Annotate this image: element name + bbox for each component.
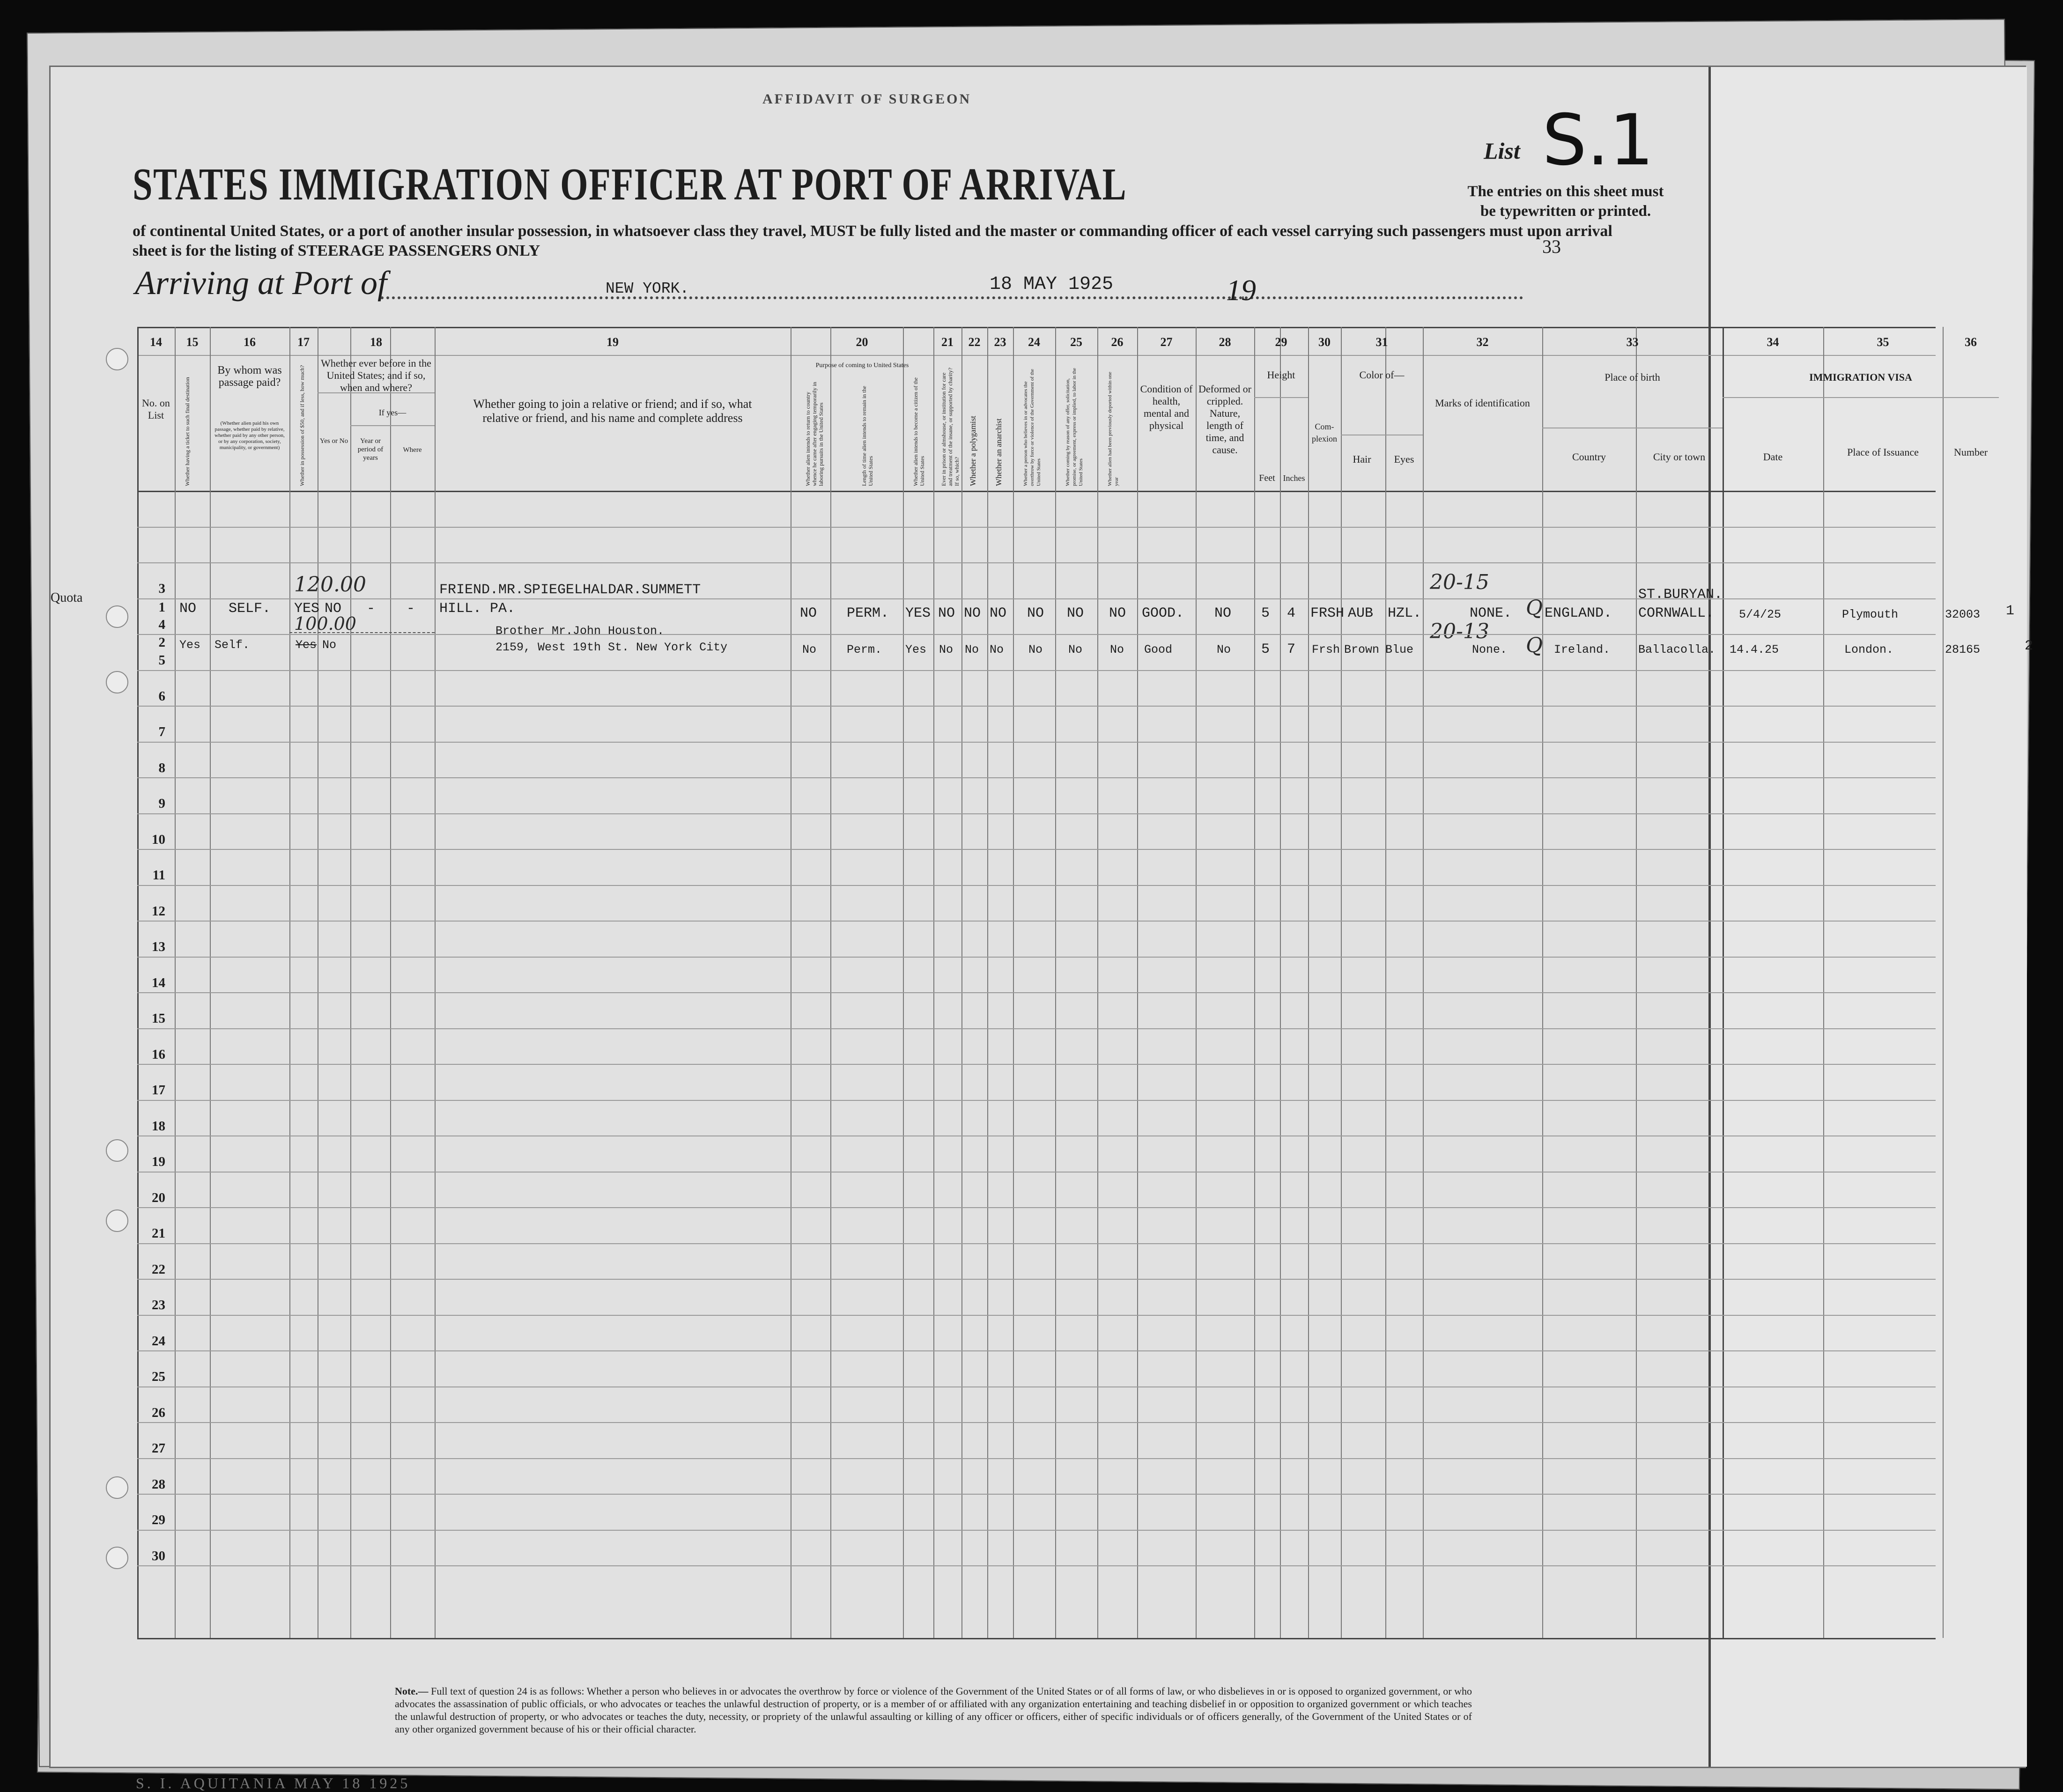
cell-deported: No — [1110, 643, 1124, 656]
col-num: 25 — [1070, 335, 1082, 349]
col-rule — [1636, 327, 1637, 1638]
row-number: 29 — [152, 1512, 165, 1527]
row-rule — [137, 1028, 1936, 1029]
row-number: 25 — [152, 1369, 165, 1384]
col-label: Whether having a ticket to such final destination — [184, 377, 191, 486]
row-number: 24 — [152, 1333, 165, 1349]
row-number: 2 — [158, 635, 165, 650]
cell-hair: AUB — [1348, 605, 1374, 621]
cell-overthrow: No — [1028, 643, 1043, 656]
arriving-label: Arriving at Port of — [135, 264, 387, 302]
col-label: Country — [1572, 451, 1606, 463]
year-mark: 33 — [1542, 236, 1561, 257]
row-number: 7 — [158, 724, 165, 739]
intro-line-2: sheet is for the listing of STEERAGE PASSENGERS ONLY — [133, 242, 540, 259]
col-label: Condition of health, mental and physical — [1140, 383, 1193, 431]
rule — [318, 392, 435, 393]
col-rule — [987, 327, 988, 1638]
row-number: 18 — [152, 1118, 165, 1134]
cell-relative-1: FRIEND.MR.SPIEGELHALDAR.SUMMETT — [439, 582, 701, 598]
col-label: City or town — [1653, 451, 1706, 463]
col-rule — [210, 327, 211, 1638]
instructions-line-1: The entries on this sheet must — [1467, 183, 1664, 200]
cell-eyes: HZL. — [1388, 605, 1422, 621]
col-rule — [175, 327, 176, 1638]
col-num: 17 — [297, 335, 310, 349]
manifest-table — [51, 327, 2033, 1638]
cell-q-mark: Q — [1526, 634, 1543, 657]
row-number: 15 — [152, 1011, 165, 1026]
col-num: 20 — [856, 335, 868, 349]
col-label: Whether going to join a relative or friend; and if so, what relative or friend, and his name and complete address — [473, 397, 752, 425]
cell-money-note: 120.00 — [294, 573, 366, 597]
row-number: 20 — [152, 1190, 165, 1205]
bottom-stamp: S. I. AQUITANIA MAY 18 1925 — [136, 1775, 411, 1792]
col-label: Feet — [1259, 473, 1275, 483]
punch-hole — [106, 1139, 128, 1162]
cell-relative-2: 2159, West 19th St. New York City — [495, 641, 728, 654]
row-number: 26 — [152, 1405, 165, 1420]
col-label: Purpose of coming to United States — [815, 362, 909, 369]
col-label: Place of Issuance — [1847, 446, 1919, 458]
col-num: 21 — [941, 335, 954, 349]
row-number: 10 — [152, 832, 165, 847]
row-number: 6 — [158, 688, 165, 704]
row-rule — [137, 562, 1936, 563]
cell-money: YES — [294, 601, 320, 617]
cell-ticket: NO — [179, 601, 197, 617]
cell-inches: 7 — [1287, 642, 1296, 657]
col-rule — [1254, 327, 1255, 1638]
col-label: Ever in prison or almshouse, or institution for care and treatment of the insane, or supported by charity? If so, which? — [940, 368, 960, 486]
col-label: Whether alien intends to become a citizen of the United States — [912, 377, 925, 486]
cell-q-mark: Q — [1526, 596, 1543, 620]
cell-length: Perm. — [847, 643, 882, 656]
row-number: 27 — [152, 1441, 165, 1456]
col-rule — [1341, 327, 1342, 1638]
row-rule — [137, 1172, 1936, 1173]
col-rule — [435, 327, 436, 1638]
col-num: 34 — [1767, 335, 1779, 349]
rule — [137, 327, 1936, 328]
row-rule — [137, 1350, 1936, 1351]
cell-health: GOOD. — [1142, 605, 1184, 621]
rule — [350, 425, 435, 426]
cell-return: NO — [800, 605, 817, 621]
row-rule — [137, 1315, 1936, 1316]
cell-visa-date: 5/4/25 — [1739, 608, 1782, 621]
cell-feet: 5 — [1261, 605, 1270, 621]
punch-hole — [106, 671, 128, 693]
col-label: Hair — [1353, 453, 1371, 465]
col-rule — [1196, 327, 1197, 1638]
cell-offer: No — [1068, 643, 1083, 656]
row-rule — [137, 1422, 1936, 1423]
list-value: S.1 — [1542, 100, 1654, 181]
col-num: 29 — [1275, 335, 1287, 349]
row-rule — [137, 706, 1936, 707]
col-label: If yes— — [378, 408, 407, 417]
date-stamp: 18 MAY 1925 — [990, 274, 1114, 295]
col-label: Year or period of years — [357, 437, 384, 462]
quota-note: Quota — [51, 590, 83, 605]
col-label: Whether ever before in the United States; and if so, when and where? — [321, 357, 431, 393]
col-rule — [1823, 327, 1824, 1638]
col-rule — [1723, 327, 1724, 1638]
cell-anarchist: No — [990, 643, 1004, 656]
row-number: 30 — [152, 1548, 165, 1563]
col-num: 26 — [1111, 335, 1124, 349]
col-label: Deformed or crippled. Nature, length of time, and cause. — [1198, 383, 1251, 456]
col-rule — [1055, 327, 1056, 1638]
cell-complexion: FRSH — [1310, 605, 1345, 621]
col-rule — [1943, 327, 1944, 1638]
cell-visa-date: 14.4.25 — [1730, 643, 1779, 656]
cell-money: Yes — [296, 638, 317, 652]
col-label: Date — [1763, 451, 1783, 463]
col-label: Inches — [1283, 473, 1305, 483]
col-num: 28 — [1219, 335, 1231, 349]
instructions — [1434, 182, 1697, 221]
punch-hole — [106, 1476, 128, 1499]
row-rule — [137, 777, 1936, 778]
punch-hole — [106, 1209, 128, 1232]
row-rule — [137, 1100, 1936, 1101]
row-number: 1 — [158, 600, 165, 615]
row-rule — [137, 885, 1936, 886]
cell-right-mark: 1 — [2006, 603, 2015, 619]
col-label: Whether a polygamist — [969, 415, 977, 486]
cell-visa-number: 28165 — [1945, 643, 1981, 656]
col-label: Whether alien intends to return to country whence he came after engaging temporarily in laboring pursuits in the United States — [805, 382, 824, 486]
row-number: 19 — [152, 1154, 165, 1169]
cell-where: - — [407, 601, 415, 617]
punch-hole — [106, 605, 128, 628]
port-value: NEW YORK. — [606, 280, 689, 297]
col-rule — [1137, 327, 1138, 1638]
col-num: 16 — [244, 335, 256, 349]
cell-ticket: Yes — [179, 638, 201, 652]
col-num: 27 — [1160, 335, 1173, 349]
row-number: 4 — [158, 617, 165, 632]
col-num: 32 — [1476, 335, 1489, 349]
col-rule — [830, 327, 831, 1638]
row-rule — [137, 921, 1936, 922]
col-rule — [903, 327, 904, 1638]
rule — [1723, 397, 1999, 398]
note-text: Full text of question 24 is as follows: Whether a person who believes in or advocates the overthrow by force or violence of the Government of the United States or of all forms of law, or who disbelieves in or is opposed to organized government, or who advocates the assassination of public officials, or who advocates or teaches the unlawful destruction of property, or is a member of or affiliated with any organization entertaining and teaching disbelief in or opposition to organized government or which teaches the unlawful destruction of property, or who advocates or teaches the duty, necessity, or propriety of the unlawful assaulting or killing of any officer or officers, either of specific individuals or of officers generally, of the Government of the United States or of any other organized government because of his or their official character. — [395, 1685, 1472, 1735]
col-label: Height — [1267, 369, 1295, 381]
cell-marks: None. — [1472, 643, 1508, 656]
col-rule — [1385, 327, 1386, 1638]
col-label: Yes or No — [319, 437, 348, 445]
row-rule — [137, 1530, 1936, 1531]
row-rule — [137, 634, 1936, 635]
col-rule — [289, 327, 290, 1638]
cell-money-note: 100.00 — [294, 613, 356, 634]
row-number: 16 — [152, 1047, 165, 1062]
row-number: 5 — [158, 653, 165, 668]
col-num: 22 — [968, 335, 981, 349]
row-rule — [137, 1494, 1936, 1495]
cell-complexion: Frsh — [1312, 643, 1340, 656]
col-label: (Whether alien paid his own passage, whether paid by relative, whether paid by any other person, or by any corporation, society, municipality, or government) — [214, 420, 285, 450]
col-label: Whether in possession of $50, and if less, how much? — [299, 365, 305, 486]
rule — [137, 1638, 1936, 1639]
col-label: Eyes — [1394, 453, 1414, 465]
instructions-line-2: be typewritten or printed. — [1480, 203, 1651, 220]
row-number: 9 — [158, 796, 165, 811]
col-label: Marks of identification — [1435, 397, 1530, 409]
cell-hand-mark: 20-15 — [1430, 570, 1489, 594]
row-rule — [137, 813, 1936, 814]
dotted-line — [381, 296, 1523, 299]
row-number: 22 — [152, 1261, 165, 1277]
cell-prison: No — [939, 643, 954, 656]
col-num: 35 — [1877, 335, 1889, 349]
row-rule — [137, 527, 1936, 528]
row-rule — [137, 1565, 1936, 1566]
col-num: 19 — [606, 335, 619, 349]
cell-overthrow: NO — [1027, 605, 1044, 621]
col-rule — [1423, 327, 1424, 1638]
cell-return: No — [802, 643, 817, 656]
row-rule — [137, 992, 1936, 993]
col-rule — [1280, 327, 1281, 1638]
col-label: Number — [1953, 446, 1988, 458]
year-label: 19 — [1226, 273, 1256, 307]
cell-health: Good — [1144, 643, 1173, 656]
cell-before: No — [322, 638, 337, 652]
col-num: 30 — [1318, 335, 1331, 349]
row-rule — [137, 1064, 1936, 1065]
row-rule — [137, 849, 1936, 850]
col-rule — [350, 327, 351, 1638]
rule — [137, 355, 1936, 356]
cell-right-mark: 2 — [2025, 638, 2033, 654]
col-rule — [1097, 327, 1098, 1638]
cell-hand-mark: 20-13 — [1430, 619, 1489, 643]
cell-anarchist: NO — [990, 605, 1007, 621]
row-rule — [137, 1386, 1936, 1387]
cell-country: Ireland. — [1554, 643, 1611, 656]
cell-year: - — [367, 601, 376, 617]
row-number: 17 — [152, 1083, 165, 1098]
col-num: 24 — [1028, 335, 1040, 349]
row-number: 14 — [152, 975, 165, 990]
col-num: 36 — [1965, 335, 1977, 349]
cell-deported: NO — [1109, 605, 1126, 621]
cell-feet: 5 — [1261, 642, 1270, 657]
col-label: By whom was passage paid? — [217, 364, 282, 389]
list-label: List — [1484, 138, 1520, 164]
col-label: Whether alien had been previously deported within one year — [1107, 371, 1119, 486]
cell-country: ENGLAND. — [1545, 605, 1612, 621]
cell-polygamist: NO — [964, 605, 981, 621]
row-rule — [137, 957, 1936, 958]
cell-relative-2: HILL. PA. — [439, 601, 516, 617]
cell-length: PERM. — [847, 605, 889, 621]
cell-deformed: NO — [1214, 605, 1232, 621]
col-label: Com-plexion — [1312, 422, 1337, 443]
row-number: 21 — [152, 1226, 165, 1241]
row-number: 23 — [152, 1298, 165, 1313]
col-label: Whether an anarchist — [994, 418, 1003, 486]
footer-note — [395, 1685, 1472, 1735]
row-rule — [137, 1207, 1936, 1208]
col-rule — [933, 327, 934, 1638]
cell-city-2: CORNWALL. — [1638, 605, 1715, 621]
col-label: Whether coming by reason of any offer, solicitation, promise, or agreement, express or implied, to labor in the United States — [1065, 368, 1084, 486]
row-rule — [137, 598, 1936, 599]
cell-inches: 4 — [1287, 605, 1296, 621]
note-label: Note.— — [395, 1685, 429, 1697]
punch-hole — [106, 1547, 128, 1569]
cell-hair: Brown — [1344, 643, 1380, 656]
cell-citizen: Yes — [905, 643, 927, 656]
row-rule — [137, 742, 1936, 743]
cell-polygamist: No — [965, 643, 979, 656]
cell-deformed: No — [1217, 643, 1231, 656]
rule — [137, 491, 1936, 492]
row-rule — [137, 1243, 1936, 1244]
col-num: 33 — [1626, 335, 1639, 349]
row-number: 8 — [158, 760, 165, 775]
row-number: 28 — [152, 1476, 165, 1492]
row-rule — [137, 1458, 1936, 1459]
col-rule — [1308, 327, 1309, 1638]
cell-before: NO — [325, 601, 342, 617]
manifest-page — [49, 66, 2033, 1768]
punch-hole — [106, 348, 128, 370]
cell-visa-place: London. — [1844, 643, 1894, 656]
col-num: 14 — [150, 335, 162, 349]
rule — [1254, 397, 1308, 398]
col-rule — [1542, 327, 1543, 1638]
cell-visa-number: 32003 — [1945, 608, 1981, 621]
col-num: 15 — [186, 335, 199, 349]
col-label: Whether a person who believes in or advocates the overthrow by force or violence of the Government of the United States — [1023, 369, 1042, 486]
cell-paid-by: SELF. — [229, 601, 271, 617]
col-label: No. on List — [142, 397, 170, 421]
col-label: Length of time alien intends to remain in the United States — [861, 386, 874, 486]
affidavit-heading: AFFIDAVIT OF SURGEON — [762, 91, 972, 107]
intro-line-1: of continental United States, or a port of another insular possession, in whatsoever class they travel, MUST be fully listed and the master or commanding officer of each vessel carrying such passengers must upon arrival — [133, 222, 1612, 240]
cell-relative-1: Brother Mr.John Houston. — [495, 624, 665, 638]
row-rule — [137, 1279, 1936, 1280]
row-number: 12 — [152, 903, 165, 919]
col-label: Color of— — [1359, 369, 1405, 381]
cell-visa-place: Plymouth — [1842, 608, 1899, 621]
cell-prison: NO — [938, 605, 955, 621]
col-num: 18 — [370, 335, 382, 349]
col-rule — [961, 327, 962, 1638]
visa-group-label: IMMIGRATION VISA — [1809, 371, 1912, 383]
intro-text — [133, 221, 1612, 261]
row-number: 3 — [158, 581, 165, 596]
cell-offer: NO — [1067, 605, 1084, 621]
col-num: 23 — [994, 335, 1006, 349]
row-number: 11 — [152, 868, 165, 883]
cell-eyes: Blue — [1385, 643, 1414, 656]
page-title: STATES IMMIGRATION OFFICER AT PORT OF ARRIVAL — [133, 159, 1127, 210]
row-rule — [137, 670, 1936, 671]
row-number: 13 — [152, 939, 165, 954]
col-rule — [1013, 327, 1014, 1638]
cell-paid-by: Self. — [214, 638, 250, 652]
col-num: 31 — [1375, 335, 1388, 349]
col-label: Where — [403, 446, 422, 454]
col-label: Place of birth — [1605, 371, 1660, 383]
col-rule — [390, 327, 391, 1638]
cell-city-1: Ballacolla. — [1638, 643, 1716, 656]
cell-citizen: YES — [905, 605, 931, 621]
cell-marks: NONE. — [1470, 605, 1512, 621]
cell-city-1: ST.BURYAN. — [1638, 587, 1723, 603]
